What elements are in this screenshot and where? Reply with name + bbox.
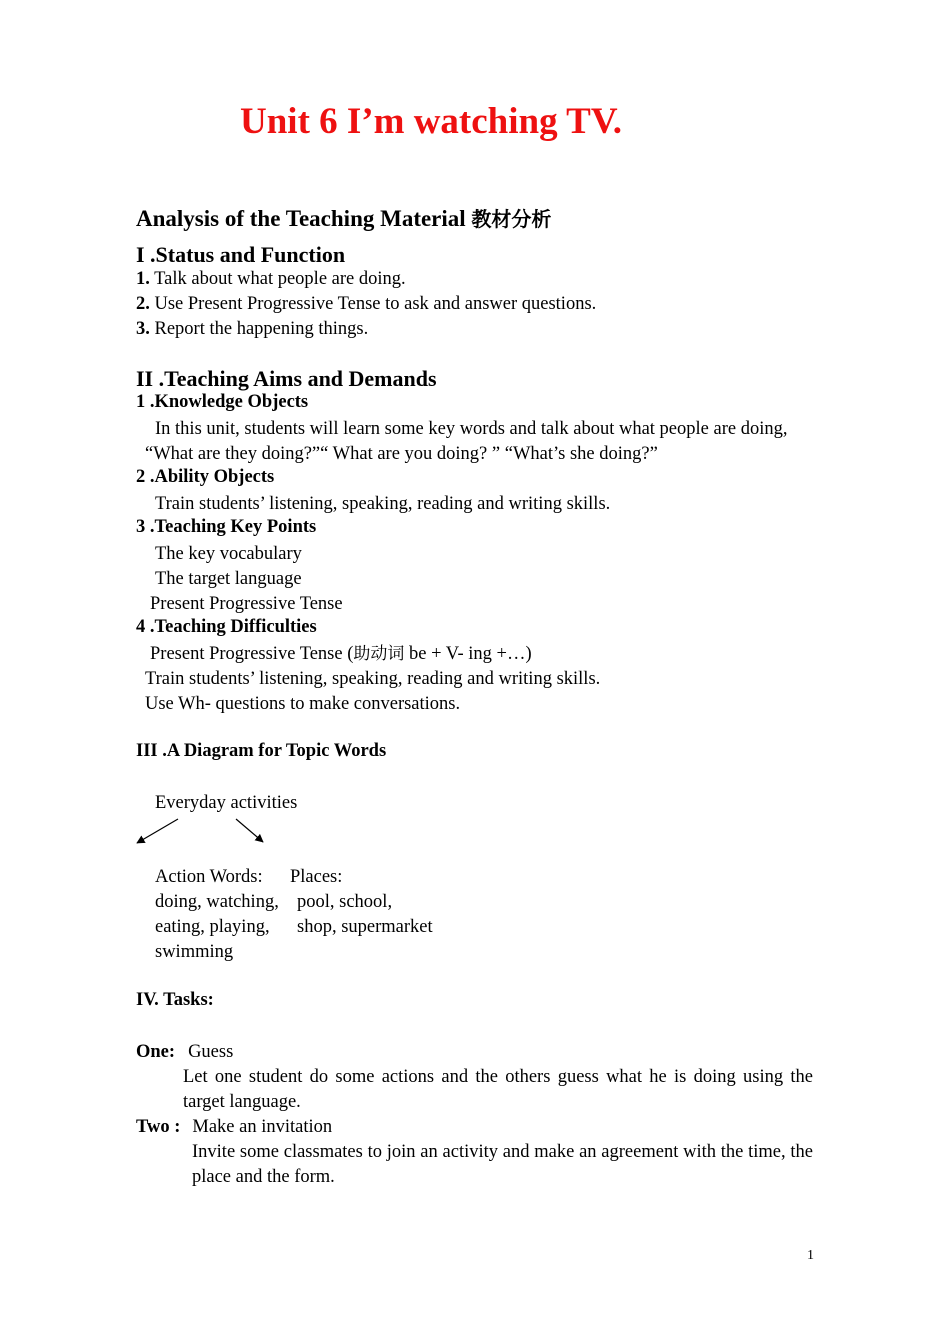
task1-name: Guess [188, 1042, 234, 1062]
key-points-heading: 3 .Teaching Key Points [136, 517, 317, 537]
diagram-right-label: Places: [290, 867, 343, 887]
task2-label: Two : [136, 1117, 181, 1137]
list-item: 1. Talk about what people are doing. [136, 269, 406, 289]
key-point-item: The key vocabulary [155, 544, 302, 564]
diagram-left-label: Action Words: [155, 867, 263, 887]
key-point-item: Present Progressive Tense [150, 594, 343, 614]
difficulties-line2: Train students’ listening, speaking, reading and writing skills. [145, 669, 601, 689]
diagram-right-word: pool, school, [297, 892, 393, 912]
list-item: 3. Report the happening things. [136, 319, 369, 339]
diagram-root: Everyday activities [155, 793, 298, 813]
difficulties-heading: 4 .Teaching Difficulties [136, 617, 317, 637]
ability-heading: 2 .Ability Objects [136, 467, 275, 487]
arrow-left [137, 819, 178, 843]
difficulties-line3: Use Wh- questions to make conversations. [145, 694, 461, 714]
task1-label: One: [136, 1042, 176, 1062]
section3-heading: III .A Diagram for Topic Words [136, 741, 387, 761]
task1-desc: Let one student do some actions and the others guess what he is doing using the target language. [183, 1067, 813, 1112]
section1-heading: I .Status and Function [136, 242, 346, 267]
difficulties-line1: Present Progressive Tense (助动词 be + V- ing +…) [150, 644, 532, 664]
diagram-left-word: swimming [155, 942, 234, 962]
analysis-heading-cn: 教材分析 [471, 207, 552, 231]
knowledge-heading: 1 .Knowledge Objects [136, 392, 309, 412]
task2-desc: Invite some classmates to join an activity and make an agreement with the time, the place and the form. [192, 1142, 813, 1187]
task2-name: Make an invitation [192, 1117, 333, 1137]
section4-heading: IV. Tasks: [136, 990, 214, 1010]
diagram-arrows [130, 815, 280, 847]
knowledge-line2: “What are they doing?”“ What are you doing? ” “What’s she doing?” [145, 444, 658, 464]
knowledge-line1: In this unit, students will learn some key words and talk about what people are doing, [155, 419, 788, 439]
page-title: Unit 6 I’m watching TV. [240, 101, 623, 142]
key-point-item: The target language [155, 569, 302, 589]
arrow-right [236, 819, 263, 842]
analysis-heading-en: Analysis of the Teaching Material [136, 206, 472, 231]
task2-title [136, 1115, 332, 1140]
page-number: 1 [807, 1248, 814, 1263]
analysis-heading [136, 203, 551, 232]
ability-line1: Train students’ listening, speaking, reading and writing skills. [155, 494, 611, 514]
list-item: 2. Use Present Progressive Tense to ask and answer questions. [136, 294, 597, 314]
diagram-left-word: doing, watching, [155, 892, 279, 912]
diagram-right-word: shop, supermarket [297, 917, 433, 937]
task1-title [136, 1040, 233, 1065]
diagram-left-word: eating, playing, [155, 917, 270, 937]
section2-heading: II .Teaching Aims and Demands [136, 366, 437, 391]
